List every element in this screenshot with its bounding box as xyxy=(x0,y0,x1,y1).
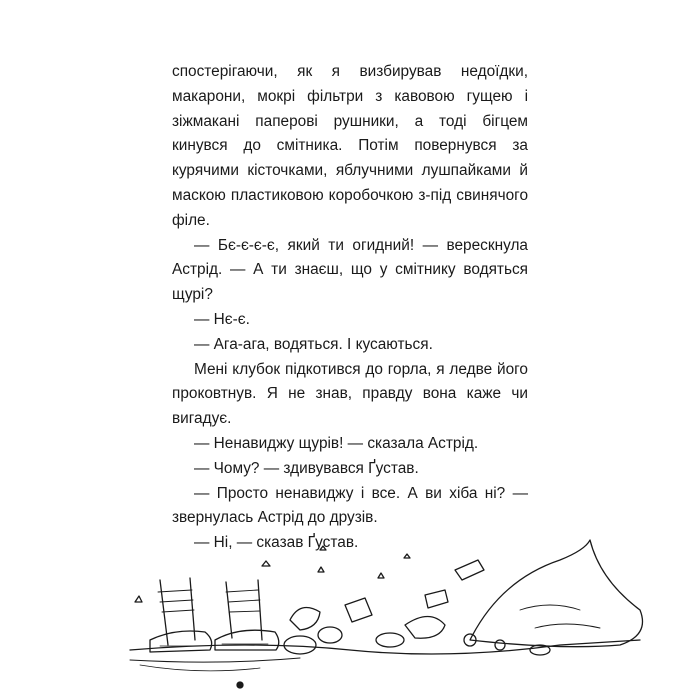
paragraph-7: — Чому? — здивувався Ґустав. xyxy=(194,459,419,477)
paragraph-5: Мені клубок підкотився до горла, я ледве його проковтнув. Я не знав, правду вона каже чи вигадує. xyxy=(172,360,528,428)
paragraph-6: — Ненавиджу щурів! — сказала Астрід. xyxy=(194,434,479,452)
paragraph-9: — Ні, — сказав Ґустав. xyxy=(194,534,359,552)
paragraph-3: — Нє-є. xyxy=(194,310,250,328)
paragraph-1: спостерігаючи, як я визбирував недоїдки, макарони, мокрі фільтри з кавовою гущею і зіжмакані паперові рушники, а тоді бігцем кинувся до смітника. Потім повернувся за курячими кісточками, яблучними лушпайками й маскою пластиковою коробочкою з-під свинячого філе. xyxy=(172,63,528,229)
paragraph-2: — Бє-є-є-є, який ти огидний! — верескнула Астрід. — А ти знаєш, що у смітнику водяться щурі? xyxy=(172,236,528,304)
trash-pile-illustration xyxy=(0,500,700,700)
body-text xyxy=(172,60,528,556)
paragraph-8: — Просто ненавиджу і все. А ви хіба ні? — звернулась Астрід до друзів. xyxy=(172,484,528,527)
paragraph-4: — Ага-ага, водяться. І кусаються. xyxy=(194,335,433,353)
